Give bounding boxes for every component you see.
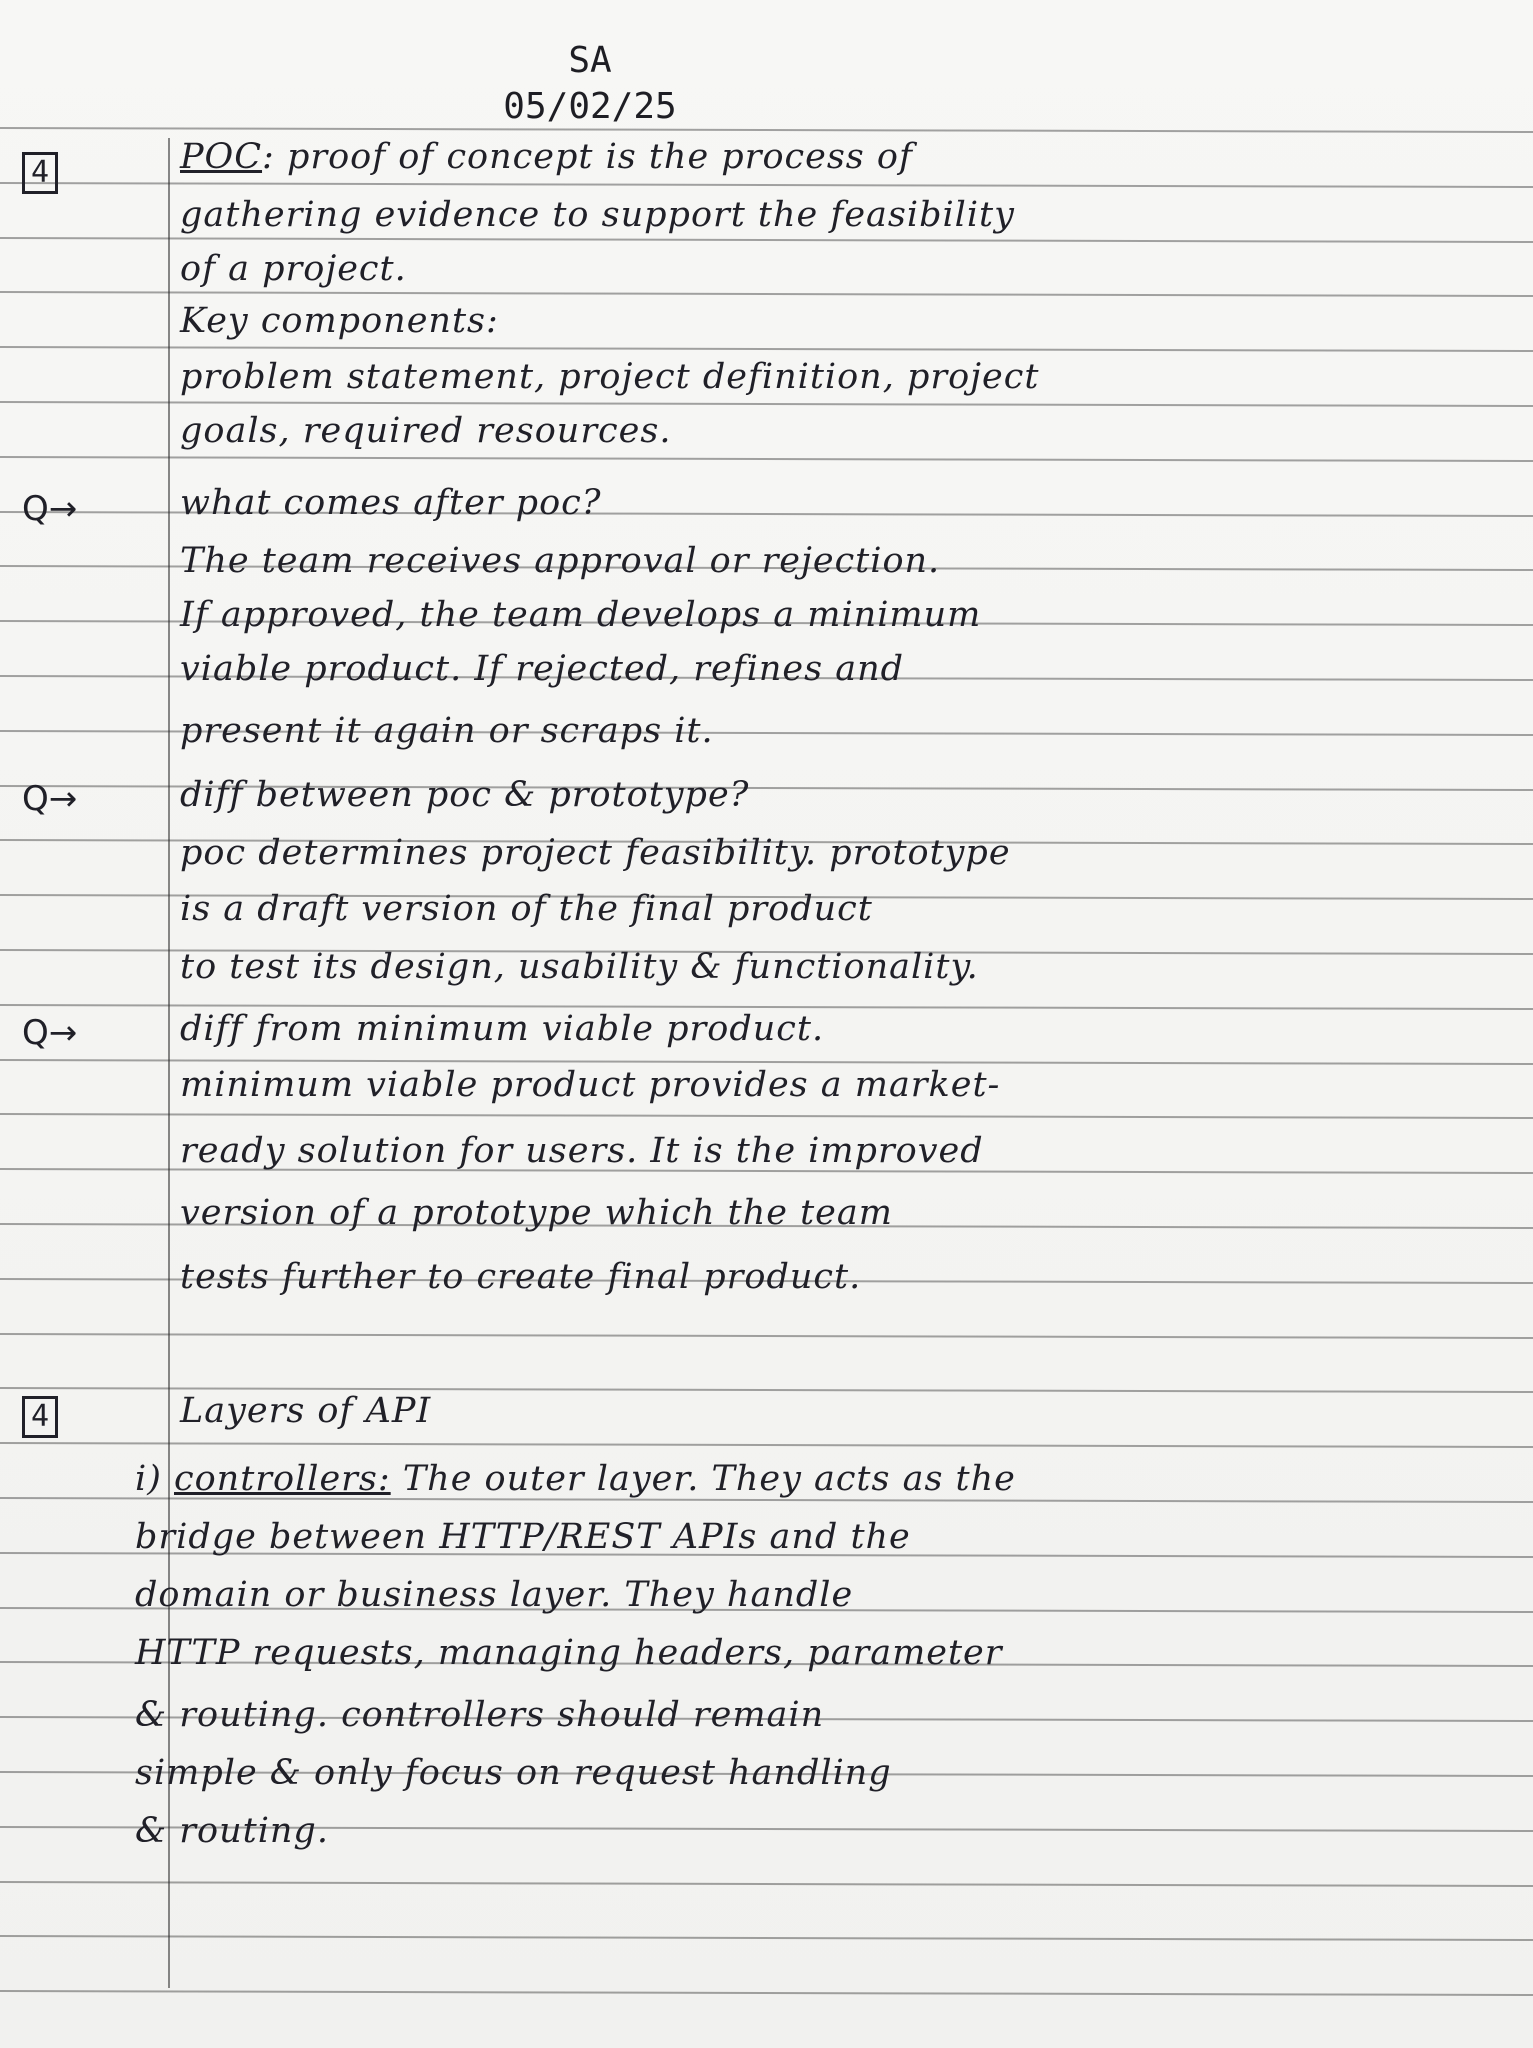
note-line: bridge between HTTP/REST APIs and the [135,1517,911,1557]
note-line: diff between poc & prototype? [180,775,750,815]
note-line: If approved, the team develops a minimum [180,595,982,635]
note-line: poc determines project feasibility. prototype [180,833,1011,873]
question-marker-2: Q→ [22,779,78,819]
note-line: i) controllers: The outer layer. They acts as the [135,1459,1016,1499]
note-line: domain or business layer. They handle [135,1575,854,1615]
note-line: problem statement, project definition, project [180,357,1040,397]
note-line: & routing. controllers should remain [135,1695,825,1735]
note-line: & routing. [135,1811,329,1851]
note-line: minimum viable product provides a market- [180,1065,1001,1105]
note-line: Key components: [180,301,499,341]
note-line: ready solution for users. It is the improved [180,1131,984,1171]
note-line: version of a prototype which the team [180,1193,893,1233]
term-controllers: controllers: [174,1459,391,1499]
header-label: SA [568,40,612,81]
note-line: simple & only focus on request handling [135,1753,892,1793]
note-line: viable product. If rejected, refines and [180,649,905,689]
note-line: HTTP requests, managing headers, parameter [135,1633,1003,1673]
margin-marker-2: 4 [22,1394,152,1438]
term-poc: POC [180,137,263,177]
note-line: POC: proof of concept is the process of [180,137,913,177]
note-line: goals, required resources. [180,411,672,451]
note-line: what comes after poc? [180,483,602,523]
note-line: diff from minimum viable product. [180,1009,825,1049]
question-marker-1: Q→ [22,489,78,529]
note-line: tests further to create final product. [180,1257,862,1297]
note-line: gathering evidence to support the feasibility [180,195,1015,235]
margin-marker-1: 4 [22,150,152,194]
note-line: to test its design, usability & functionality. [180,947,979,987]
note-line: The team receives approval or rejection. [180,541,941,581]
note-line: of a project. [180,249,407,289]
question-marker-3: Q→ [22,1013,78,1053]
note-line: Layers of API [180,1391,432,1431]
note-line: present it again or scraps it. [180,711,714,751]
page-header [430,38,750,130]
note-line: is a draft version of the final product [180,889,873,929]
header-date: 05/02/25 [503,86,677,127]
